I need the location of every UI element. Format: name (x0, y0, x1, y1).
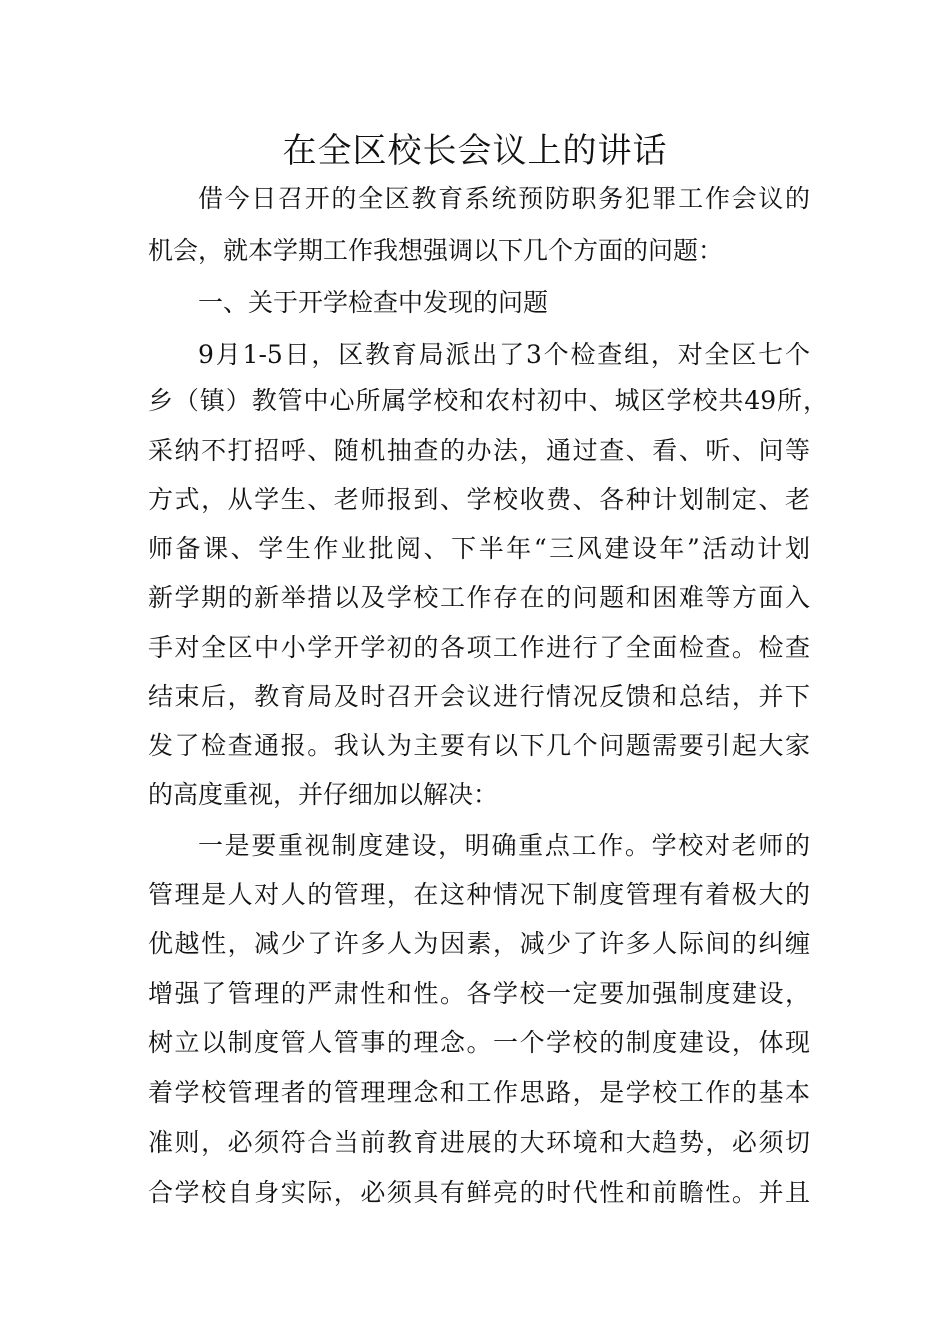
page-title: 在全区校长会议上的讲话 (282, 131, 668, 171)
text-line: 一是要重视制度建设，明确重点工作。学校对老师的 (198, 831, 810, 860)
text-line: 9月1-5日，区教育局派出了3个检查组，对全区七个 (198, 340, 810, 369)
text-line: 新学期的新举措以及学校工作存在的问题和困难等方面入 (148, 583, 810, 612)
text-line: 的高度重视，并仔细加以解决： (148, 780, 499, 809)
text-line: 合学校自身实际，必须具有鲜亮的时代性和前瞻性。并且 (148, 1178, 810, 1207)
text-line: 师备课、学生作业批阅、下半年“三风建设年”活动计划 (148, 534, 810, 563)
text-line: 手对全区中小学开学初的各项工作进行了全面检查。检查 (148, 633, 810, 662)
text-line: 借今日召开的全区教育系统预防职务犯罪工作会议的 (198, 184, 810, 213)
text-line: 着学校管理者的管理理念和工作思路，是学校工作的基本 (148, 1078, 810, 1107)
text-line: 采纳不打招呼、随机抽查的办法，通过查、看、听、问等 (148, 436, 810, 465)
text-line: 方式，从学生、老师报到、学校收费、各种计划制定、老 (148, 485, 810, 514)
text-line: 优越性，减少了许多人为因素，减少了许多人际间的纠缠 (148, 929, 810, 958)
text-line: 树立以制度管人管事的理念。一个学校的制度建设，体现 (148, 1028, 810, 1057)
section-heading: 一、关于开学检查中发现的问题 (198, 288, 549, 317)
text-line: 管理是人对人的管理，在这种情况下制度管理有着极大的 (148, 880, 810, 909)
text-line: 发了检查通报。我认为主要有以下几个问题需要引起大家 (148, 731, 810, 760)
text-line: 增强了管理的严肃性和性。各学校一定要加强制度建设， (148, 979, 810, 1008)
text-line: 结束后，教育局及时召开会议进行情况反馈和总结，并下 (148, 682, 810, 711)
text-line: 机会，就本学期工作我想强调以下几个方面的问题： (148, 236, 724, 265)
text-line: 准则，必须符合当前教育进展的大环境和大趋势，必须切 (148, 1128, 810, 1157)
text-line: 乡（镇）教管中心所属学校和农村初中、城区学校共49所， (148, 386, 828, 415)
